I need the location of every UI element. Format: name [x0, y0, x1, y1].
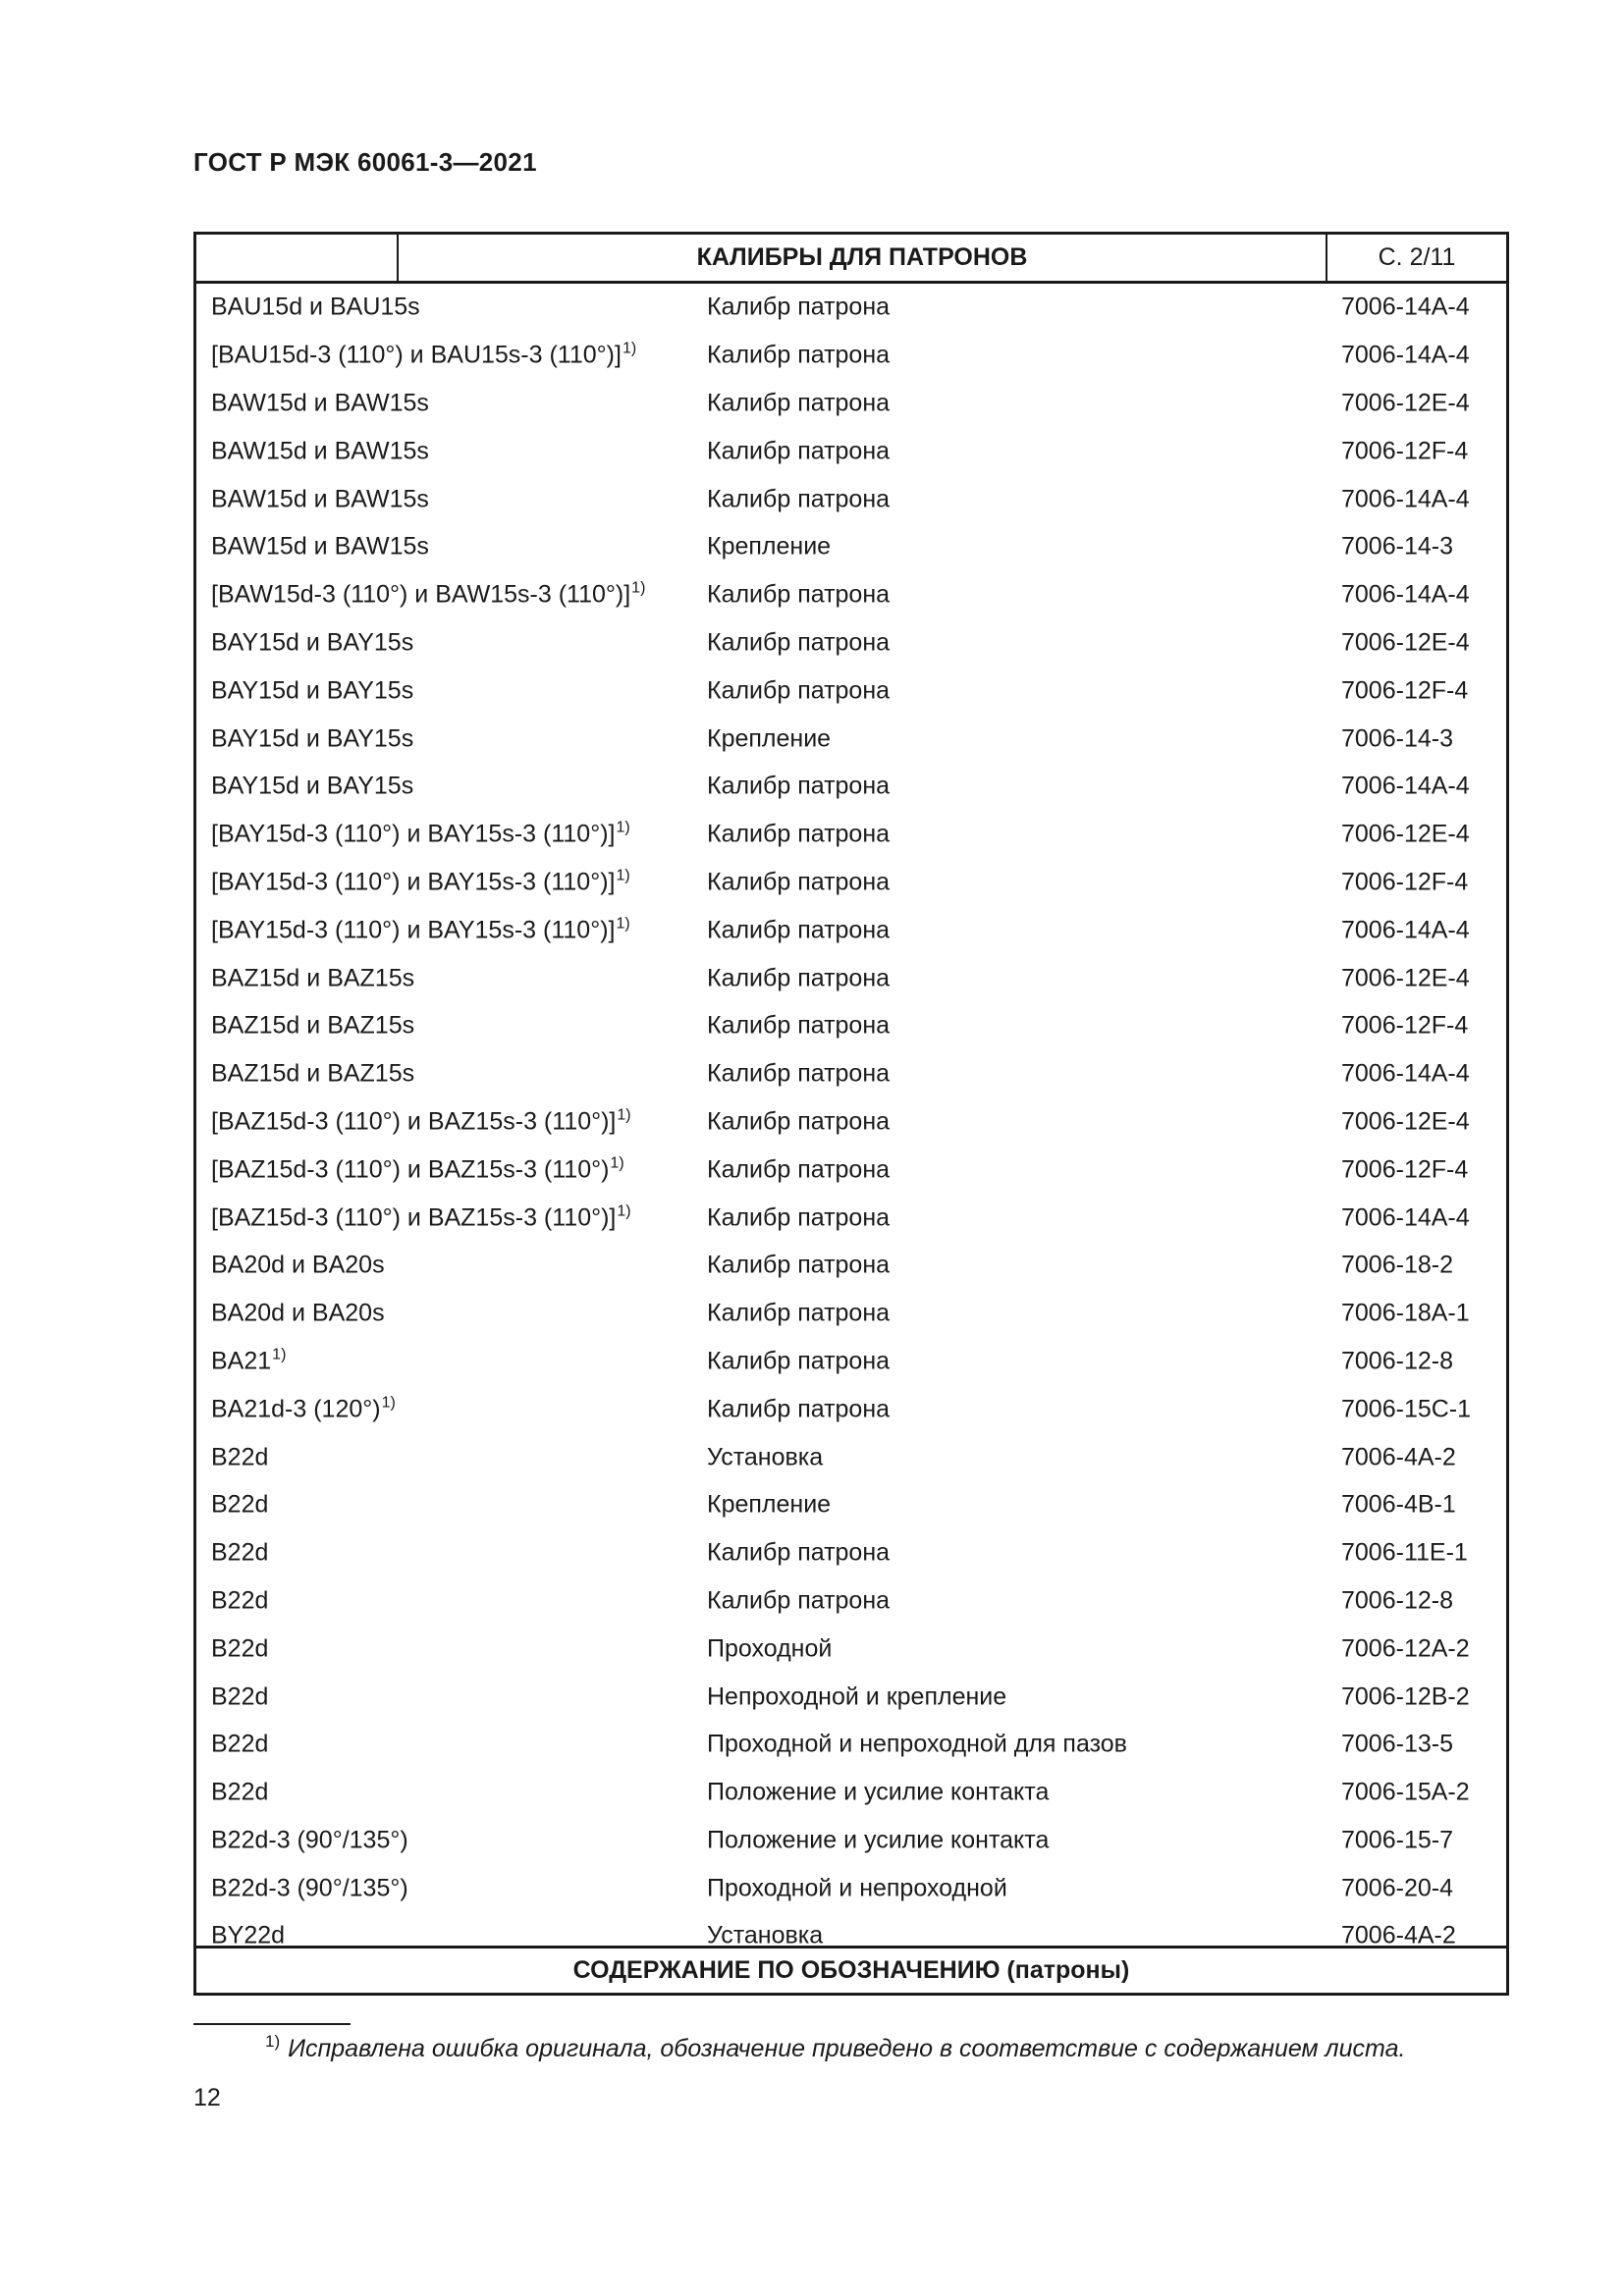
footnote-ref: 1): [617, 1202, 631, 1220]
gauge-type: Крепление: [707, 724, 832, 753]
gauge-type: Установка: [707, 1443, 824, 1471]
sheet-ref: 7006-14A-4: [1341, 1203, 1470, 1232]
gauge-type: Установка: [707, 1921, 824, 1949]
table-row: [196, 859, 1506, 907]
table-frame: [193, 232, 1509, 1996]
gauge-type: Калибр патрона: [707, 437, 891, 465]
footnote-ref: 1): [616, 867, 630, 884]
cap-designation: [211, 1731, 268, 1759]
gauge-type: Калибр патрона: [707, 1299, 891, 1327]
sheet-ref: 7006-20-4: [1341, 1874, 1453, 1902]
designation-text: B22d: [211, 1538, 269, 1567]
sheet-ref: 7006-11E-1: [1341, 1538, 1468, 1567]
sheet-ref: 7006-12E-4: [1341, 628, 1470, 657]
sheet-ref: 7006-18-2: [1341, 1251, 1453, 1279]
cap-designation: [211, 1779, 268, 1807]
designation-text: BA21: [211, 1347, 272, 1375]
sheet-ref: 7006-14A-4: [1341, 580, 1470, 609]
table-row: [196, 1242, 1506, 1290]
table-row: [196, 1721, 1506, 1769]
sheet-number: С. 2/11: [1326, 235, 1506, 281]
cap-designation: [211, 1539, 268, 1568]
designation-text: B22d: [211, 1778, 269, 1806]
table-row: [196, 1577, 1506, 1626]
sheet-ref: 7006-14A-4: [1341, 916, 1470, 944]
table-row: [196, 1529, 1506, 1577]
table-row: [196, 1625, 1506, 1673]
gauge-type: Проходной и непроходной для пазов: [707, 1730, 1127, 1758]
gauge-type: Калибр патрона: [707, 1395, 891, 1423]
designation-text: BAW15d и BAW15s: [211, 532, 429, 561]
table-footer: СОДЕРЖАНИЕ ПО ОБОЗНАЧЕНИЮ (патроны): [196, 1946, 1506, 1993]
designation-text: BAZ15d и BAZ15s: [211, 964, 415, 992]
sheet-ref: 7006-12F-4: [1341, 1011, 1469, 1040]
designation-text: BAY15d и BAY15s: [211, 676, 414, 705]
designation-text: BA21d-3 (120°): [211, 1395, 381, 1423]
table-row: [196, 1817, 1506, 1865]
cap-designation: [211, 1395, 396, 1423]
gauge-type: Калибр патрона: [707, 1059, 891, 1088]
footnote-mark: 1): [265, 2032, 281, 2051]
sheet-ref: 7006-12F-4: [1341, 1155, 1469, 1184]
designation-text: BA20d и BA20s: [211, 1251, 385, 1279]
cap-designation: [211, 342, 636, 370]
gauge-type: Калибр патрона: [707, 580, 891, 609]
cap-designation: [211, 1874, 408, 1902]
cap-designation: [211, 1107, 631, 1136]
gauge-type: Непроходной и крепление: [707, 1682, 1007, 1710]
gauge-type: Калибр патрона: [707, 964, 891, 992]
document-title: ГОСТ Р МЭК 60061-3—2021: [193, 147, 537, 177]
cap-designation: [211, 1347, 286, 1375]
cap-designation: [211, 1300, 385, 1328]
cap-designation: [211, 1012, 414, 1041]
sheet-ref: 7006-12-8: [1341, 1586, 1453, 1615]
designation-text: B22d: [211, 1490, 269, 1519]
cap-designation: [211, 1634, 268, 1663]
cap-designation: [211, 1586, 268, 1615]
footnote-ref: 1): [622, 340, 637, 357]
sheet-ref: 7006-12F-4: [1341, 437, 1469, 465]
gauge-type: Проходной: [707, 1634, 833, 1663]
cap-designation: [211, 389, 429, 417]
table-title-row: [196, 235, 1506, 284]
designation-text: [BAY15d-3 (110°) и BAY15s-3 (110°)]: [211, 916, 616, 944]
gauge-type: Калибр патрона: [707, 868, 891, 896]
gauge-type: Калибр патрона: [707, 1538, 891, 1567]
cap-designation: [211, 1491, 268, 1520]
table-row: [196, 475, 1506, 523]
gauge-type: Крепление: [707, 532, 832, 561]
table-row: [196, 619, 1506, 667]
designation-text: BAZ15d и BAZ15s: [211, 1059, 415, 1088]
cap-designation: [211, 1155, 624, 1184]
gauge-type: Калибр патрона: [707, 772, 891, 800]
gauge-type: Положение и усилие контакта: [707, 1778, 1050, 1806]
table-row: [196, 1002, 1506, 1050]
designation-text: B22d: [211, 1443, 269, 1471]
gauge-type: Калибр патрона: [707, 628, 891, 657]
table-row: [196, 332, 1506, 380]
cap-designation: [211, 437, 429, 465]
designation-text: BA20d и BA20s: [211, 1299, 385, 1327]
table-row: [196, 427, 1506, 475]
sheet-ref: 7006-12E-4: [1341, 964, 1470, 992]
gauge-type: Калибр патрона: [707, 1155, 891, 1184]
sheet-ref: 7006-14-3: [1341, 532, 1453, 561]
cap-designation: [211, 485, 429, 513]
cap-designation: [211, 868, 630, 896]
sheet-ref: 7006-14A-4: [1341, 293, 1470, 321]
table-row: [196, 1673, 1506, 1721]
table-row: [196, 284, 1506, 332]
gauge-type: Калибр патрона: [707, 341, 891, 369]
gauge-type: Калибр патрона: [707, 389, 891, 417]
table-row: [196, 1050, 1506, 1098]
cap-designation: [211, 821, 630, 849]
footnote: [265, 2032, 1406, 2063]
footnote-ref: 1): [381, 1394, 396, 1412]
sheet-ref: 7006-12A-2: [1341, 1634, 1470, 1663]
cap-designation: [211, 1682, 268, 1711]
cap-designation: [211, 1203, 631, 1232]
sheet-ref: 7006-12E-4: [1341, 389, 1470, 417]
cap-designation: [211, 724, 413, 753]
designation-text: B22d-3 (90°/135°): [211, 1826, 408, 1854]
table-row: [196, 1290, 1506, 1338]
designation-text: BAY15d и BAY15s: [211, 724, 414, 753]
footnote-text: Исправлена ошибка оригинала, обозначение приведено в соответствие с содержанием листа.: [288, 2035, 1406, 2062]
designation-text: [BAU15d-3 (110°) и BAU15s-3 (110°)]: [211, 341, 622, 369]
sheet-ref: 7006-18A-1: [1341, 1299, 1470, 1327]
designation-text: BAU15d и BAU15s: [211, 293, 420, 321]
cap-designation: [211, 581, 645, 610]
table-row: [196, 523, 1506, 571]
sheet-ref: 7006-4A-2: [1341, 1443, 1456, 1471]
designation-text: BAY15d и BAY15s: [211, 772, 414, 800]
table-row: [196, 1481, 1506, 1529]
gauge-type: Калибр патрона: [707, 1107, 891, 1136]
sheet-ref: 7006-12F-4: [1341, 868, 1469, 896]
cap-designation: [211, 1060, 414, 1089]
sheet-ref: 7006-15A-2: [1341, 1778, 1470, 1806]
designation-text: [BAY15d-3 (110°) и BAY15s-3 (110°)]: [211, 820, 616, 848]
sheet-ref: 7006-12F-4: [1341, 676, 1469, 705]
sheet-ref: 7006-15-7: [1341, 1826, 1453, 1854]
sheet-ref: 7006-14A-4: [1341, 341, 1470, 369]
table-row: [196, 571, 1506, 619]
cap-designation: [211, 533, 429, 561]
designation-text: BAW15d и BAW15s: [211, 389, 429, 417]
gauge-type: Калибр патрона: [707, 916, 891, 944]
sheet-ref: 7006-12E-4: [1341, 1107, 1470, 1136]
cap-designation: [211, 773, 413, 801]
designation-text: BY22d: [211, 1921, 286, 1949]
designation-text: BAZ15d и BAZ15s: [211, 1011, 415, 1040]
table-body: [196, 284, 1506, 1960]
table-row: [196, 715, 1506, 763]
footnote-rule: [193, 2023, 351, 2025]
cap-designation: [211, 294, 420, 322]
footnote-ref: 1): [617, 1106, 631, 1124]
designation-text: BAW15d и BAW15s: [211, 485, 429, 513]
footnote-ref: 1): [616, 819, 630, 836]
sheet-ref: 7006-4A-2: [1341, 1921, 1456, 1949]
gauge-type: Калибр патрона: [707, 293, 891, 321]
designation-text: B22d: [211, 1682, 269, 1710]
sheet-ref: 7006-14A-4: [1341, 772, 1470, 800]
table-row: [196, 1769, 1506, 1817]
table-row: [196, 1146, 1506, 1194]
table-row: [196, 1385, 1506, 1433]
page-number: 12: [193, 2084, 221, 2111]
gauge-type: Калибр патрона: [707, 820, 891, 848]
footnote-ref: 1): [610, 1154, 624, 1172]
cap-designation: [211, 1826, 408, 1854]
table-row: [196, 1433, 1506, 1481]
sheet-ref: 7006-13-5: [1341, 1730, 1453, 1758]
designation-text: BAW15d и BAW15s: [211, 437, 429, 465]
sheet-ref: 7006-15C-1: [1341, 1395, 1472, 1423]
table-row: [196, 1098, 1506, 1147]
gauge-type: Калибр патрона: [707, 1347, 891, 1375]
gauge-type: Калибр патрона: [707, 1251, 891, 1279]
footnote-ref: 1): [272, 1346, 287, 1363]
sheet-ref: 7006-12-8: [1341, 1347, 1453, 1375]
designation-text: [BAZ15d-3 (110°) и BAZ15s-3 (110°)]: [211, 1203, 617, 1232]
cap-designation: [211, 1252, 385, 1280]
gauge-type: Калибр патрона: [707, 1011, 891, 1040]
sheet-ref: 7006-12E-4: [1341, 820, 1470, 848]
table-row: [196, 667, 1506, 715]
table-row: [196, 763, 1506, 811]
table-row: [196, 954, 1506, 1002]
table-row: [196, 1864, 1506, 1912]
designation-text: BAY15d и BAY15s: [211, 628, 414, 657]
cap-designation: [211, 916, 630, 944]
designation-text: B22d-3 (90°/135°): [211, 1874, 408, 1902]
designation-text: [BAW15d-3 (110°) и BAW15s-3 (110°)]: [211, 580, 631, 609]
sheet-ref: 7006-14A-4: [1341, 1059, 1470, 1088]
footnote-ref: 1): [616, 915, 630, 933]
footnote-ref: 1): [631, 579, 646, 597]
sheet-ref: 7006-14-3: [1341, 724, 1453, 753]
gauge-type: Калибр патрона: [707, 676, 891, 705]
table-row: [196, 1194, 1506, 1242]
gauge-type: Калибр патрона: [707, 485, 891, 513]
designation-text: [BAZ15d-3 (110°) и BAZ15s-3 (110°): [211, 1155, 610, 1184]
gauge-type: Калибр патрона: [707, 1203, 891, 1232]
designation-text: B22d: [211, 1586, 269, 1615]
cap-designation: [211, 1443, 268, 1471]
table-title: КАЛИБРЫ ДЛЯ ПАТРОНОВ: [696, 243, 1028, 271]
table-row: [196, 380, 1506, 428]
cap-designation: [211, 676, 413, 705]
designation-text: B22d: [211, 1730, 269, 1758]
table-row: [196, 906, 1506, 954]
gauge-type: Калибр патрона: [707, 1586, 891, 1615]
gauge-type: Положение и усилие контакта: [707, 1826, 1050, 1854]
gauge-type: Крепление: [707, 1490, 832, 1519]
cap-designation: [211, 628, 413, 657]
cap-designation: [211, 964, 414, 992]
table-row: [196, 1338, 1506, 1386]
title-empty-cell: [196, 235, 399, 281]
designation-text: [BAZ15d-3 (110°) и BAZ15s-3 (110°)]: [211, 1107, 617, 1136]
sheet-ref: 7006-12B-2: [1341, 1682, 1470, 1710]
sheet-ref: 7006-14A-4: [1341, 485, 1470, 513]
designation-text: [BAY15d-3 (110°) и BAY15s-3 (110°)]: [211, 868, 616, 896]
designation-text: B22d: [211, 1634, 269, 1663]
gauge-type: Проходной и непроходной: [707, 1874, 1007, 1902]
sheet-ref: 7006-4B-1: [1341, 1490, 1456, 1519]
table-row: [196, 811, 1506, 859]
